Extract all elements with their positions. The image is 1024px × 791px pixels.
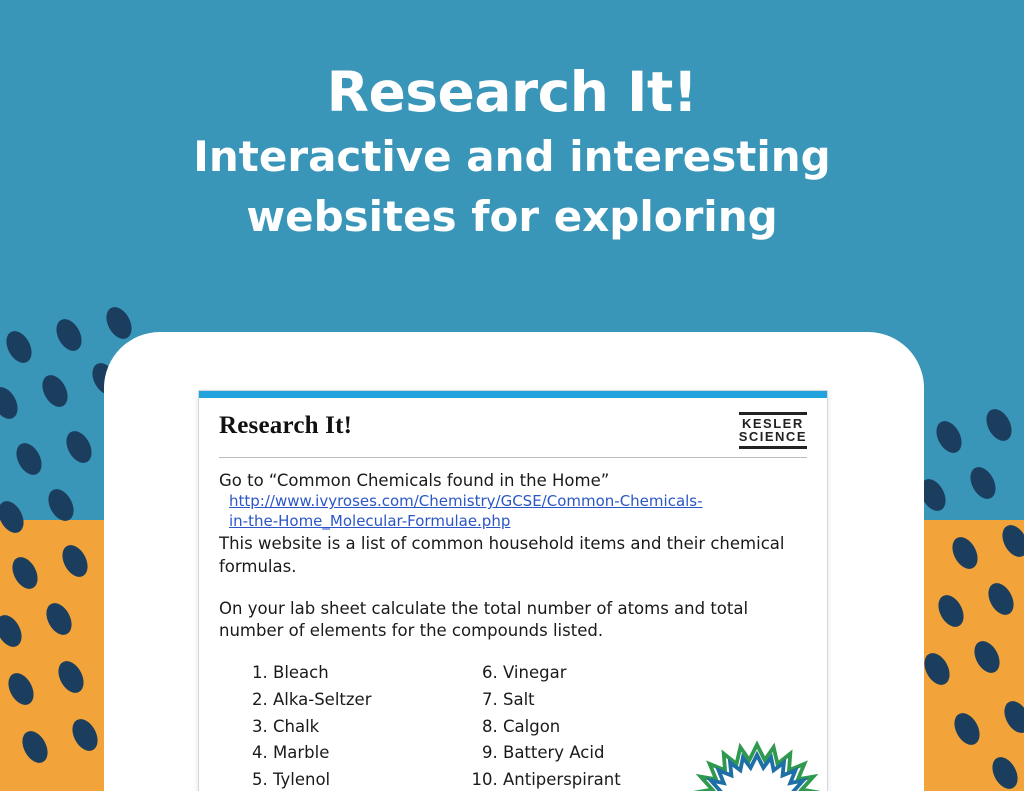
- worksheet-description: This website is a list of common household items and their chemical formulas.: [219, 534, 785, 576]
- list-item: 2. Alka-Seltzer: [273, 687, 477, 714]
- kesler-science-logo: [739, 412, 807, 449]
- chemical-list-left: [247, 660, 477, 791]
- logo-line-2: SCIENCE: [738, 429, 807, 444]
- list-item: 6. Vinegar: [503, 660, 727, 687]
- logo-line-1: KESLER: [741, 416, 804, 431]
- page-subtitle-line2: websites for exploring: [246, 192, 778, 241]
- list-item: 8. Calgon: [503, 714, 727, 741]
- worksheet-card: [198, 390, 828, 791]
- chemical-list-right: [477, 660, 727, 791]
- worksheet-accent-bar: [199, 391, 827, 398]
- worksheet-header: [219, 410, 807, 449]
- worksheet-instruction: Go to “Common Chemicals found in the Home”: [219, 471, 610, 490]
- headline-block: [0, 62, 1024, 244]
- list-item: 4. Marble: [273, 740, 477, 767]
- resource-link-line-1[interactable]: http://www.ivyroses.com/Chemistry/GCSE/Common-Chemicals-: [229, 492, 703, 511]
- list-item: 7. Salt: [503, 687, 727, 714]
- starburst-icon: [693, 737, 821, 791]
- list-item: 10. Antiperspirant: [503, 767, 727, 791]
- page-title: Research It!: [326, 60, 698, 124]
- list-item: 3. Chalk: [273, 714, 477, 741]
- list-item: 5. Tylenol: [273, 767, 477, 791]
- worksheet-divider: [219, 457, 807, 458]
- worksheet-title: Research It!: [219, 412, 353, 439]
- worksheet-task: On your lab sheet calculate the total number of atoms and total number of elements for the compounds listed.: [219, 598, 749, 641]
- list-item: 1. Bleach: [273, 660, 477, 687]
- page-subtitle-line1: Interactive and interesting: [193, 131, 831, 181]
- list-item: 9. Battery Acid: [503, 740, 727, 767]
- resource-link-line-2[interactable]: in-the-Home_Molecular-Formulae.php: [229, 511, 511, 530]
- worksheet-body: [199, 398, 827, 791]
